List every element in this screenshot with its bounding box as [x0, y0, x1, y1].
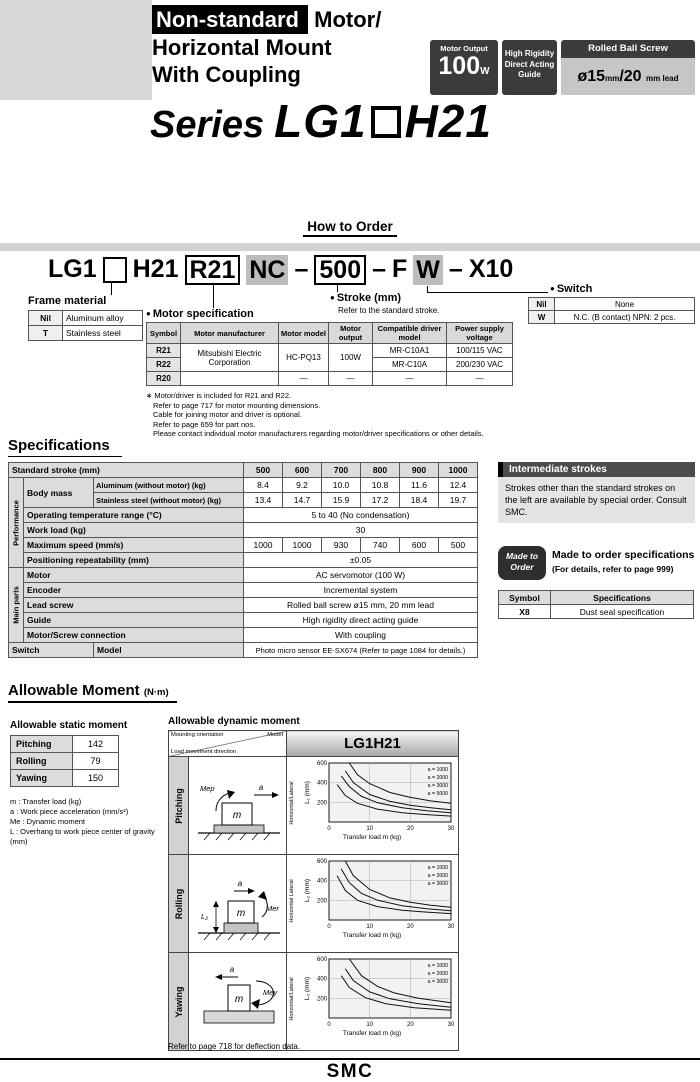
main-parts-group-cell [9, 568, 24, 643]
svg-text:200: 200 [316, 898, 327, 905]
motor-spec-notes [146, 391, 576, 439]
screw-separator: / [619, 68, 624, 85]
col-header: Symbol [147, 323, 181, 344]
switch-desc: None [555, 298, 695, 311]
table-row [9, 598, 478, 613]
temp-label: Operating temperature range (°C) [24, 508, 244, 523]
svg-text:10: 10 [366, 924, 374, 930]
guide-badge-line1: High Rigidity [504, 49, 555, 58]
table-row [499, 605, 694, 619]
motor-output-unit: W [480, 66, 490, 77]
svg-text:a = 1000: a = 1000 [427, 963, 448, 969]
svg-text:L₂ (mm): L₂ (mm) [304, 878, 311, 903]
dynamic-row-yawing [169, 953, 459, 1051]
svg-text:0: 0 [327, 826, 331, 832]
pitching-chart [299, 759, 457, 833]
connector-switch-h [427, 292, 548, 293]
table-row [9, 628, 478, 643]
mto-symbol: X8 [499, 605, 551, 619]
svg-text:20: 20 [406, 826, 414, 832]
code-dash2: – [372, 255, 387, 283]
guide-label: Guide [24, 613, 244, 628]
yawing-chart [299, 955, 457, 1029]
made-to-order-subtitle: (For details, refer to page 999) [552, 564, 674, 574]
made-to-order-title: Made to order specifications [552, 549, 695, 561]
motor-model: HC-PQ13 [279, 344, 329, 372]
motor-spec-table [146, 322, 513, 386]
col-header: Motor model [279, 323, 329, 344]
diagram-load-label: m [236, 908, 245, 919]
guide-badge [502, 40, 557, 95]
workload-value: 30 [244, 523, 478, 538]
table-row [9, 553, 478, 568]
dynamic-row-pitching [169, 757, 459, 855]
svg-text:400: 400 [316, 780, 327, 787]
stroke-value: 900 [400, 463, 439, 478]
note-line: Please contact individual motor manufacturers regarding motor/driver specifications or other details. [153, 429, 484, 438]
screw-lead-unit: mm lead [646, 74, 679, 83]
table-row [9, 568, 478, 583]
speed-value: 600 [400, 538, 439, 553]
mass-value: 8.4 [244, 478, 283, 493]
title-after: Motor/ [308, 7, 382, 32]
made-to-order-table [498, 590, 694, 619]
static-moment-label: Yawing [11, 770, 73, 787]
footer-divider [0, 1058, 700, 1060]
svg-text:a = 1000: a = 1000 [427, 767, 448, 773]
supply-voltage: — [447, 372, 513, 386]
stroke-value: 600 [283, 463, 322, 478]
diagram-moment-label: Mer [265, 904, 279, 913]
workload-label: Work load (kg) [24, 523, 244, 538]
switch-model-value: Photo micro sensor EE-SX674 (Refer to page 1084 for details.) [244, 643, 478, 658]
specifications-heading: Specifications [8, 437, 122, 457]
frame-material-symbol: T [29, 326, 63, 341]
motor-row-value: AC servomotor (100 W) [244, 568, 478, 583]
svg-text:30: 30 [447, 1022, 455, 1028]
code-f: F [392, 255, 408, 283]
temp-value: 5 to 40 (No condensation) [244, 508, 478, 523]
motor-manufacturer: Mitsubishi Electric Corporation [181, 344, 279, 372]
motor-spec-title: ● Motor specification [146, 308, 254, 320]
motor-symbol: R21 [147, 344, 181, 358]
note-line: ∗ Motor/driver is included for R21 and R22. [146, 391, 292, 400]
col-header: Motor output [329, 323, 373, 344]
code-switch: W [413, 255, 443, 285]
mass-value: 15.9 [322, 493, 361, 508]
switch-symbol: Nil [529, 298, 555, 311]
switch-desc: N.C. (B contact) NPN: 2 pcs. [555, 311, 695, 324]
mass-value: 11.6 [400, 478, 439, 493]
svg-text:a = 3000: a = 3000 [427, 881, 448, 887]
static-moment-value: 142 [73, 736, 119, 753]
intermediate-strokes-box [498, 462, 695, 523]
static-moment-value: 79 [73, 753, 119, 770]
product-title [152, 5, 381, 88]
table-row [9, 478, 478, 493]
series-code-prefix: LG1 [274, 95, 367, 147]
legend-line: Me : Dynamic moment [10, 817, 86, 826]
col-header: Power supply voltage [447, 323, 513, 344]
code-stroke: 500 [314, 255, 366, 285]
made-to-order-block [498, 546, 695, 640]
table-row [529, 311, 695, 324]
switch-model-label: Model [94, 643, 244, 658]
frame-material-table [28, 310, 143, 341]
leadscrew-label: Lead screw [24, 598, 244, 613]
stroke-title: ● Stroke (mm) [330, 292, 402, 304]
stroke-row-label: Standard stroke (mm) [9, 463, 244, 478]
mass-value: 10.8 [361, 478, 400, 493]
motor-row-label: Motor [24, 568, 244, 583]
table-header-row [499, 591, 694, 605]
guide-badge-line3: Guide [518, 70, 541, 79]
smc-logo: SMC [326, 1061, 374, 1082]
table-row [9, 463, 478, 478]
svg-text:L₃ (mm): L₃ (mm) [304, 976, 311, 1001]
diagram-accel-label: a [258, 783, 263, 792]
supply-voltage: 200/230 VAC [447, 358, 513, 372]
mass-value: 19.7 [439, 493, 478, 508]
rolling-chart [299, 857, 457, 931]
series-title [150, 94, 492, 148]
encoder-label: Encoder [24, 583, 244, 598]
motor-output-value: 100W [438, 52, 490, 80]
table-header-row [147, 323, 513, 344]
series-word: Series [150, 104, 265, 146]
orientation-label: Horizontal/Lateral [289, 781, 295, 825]
how-to-order-section [0, 218, 700, 237]
stroke-value: 700 [322, 463, 361, 478]
static-moment-value: 150 [73, 770, 119, 787]
svg-text:30: 30 [447, 826, 455, 832]
row-label-cell [169, 855, 189, 953]
leadscrew-value: Rolled ball screw ø15 mm, 20 mm lead [244, 598, 478, 613]
code-base: LG1 [48, 255, 97, 283]
note-line: Cable for joining motor and driver is optional. [153, 410, 302, 419]
motor-output: — [329, 372, 373, 386]
col-header: Specifications [551, 591, 694, 605]
switch-symbol: W [529, 311, 555, 324]
motor-output-label: Motor Output [440, 44, 488, 53]
intermediate-strokes-body: Strokes other than the standard strokes on the left are available by special order. Consult SMC. [498, 477, 695, 523]
screw-diameter: ø15 [577, 68, 606, 85]
row-label: Pitching [173, 787, 184, 824]
svg-text:a = 2000: a = 2000 [427, 971, 448, 977]
table-row [29, 311, 143, 326]
diagram-accel-label: a [229, 965, 234, 974]
diagram-dim-label: L₂ [200, 912, 208, 921]
motor-output: 100W [329, 344, 373, 372]
table-row [147, 344, 513, 358]
table-row [147, 372, 513, 386]
main-parts-group-label: Main parts [11, 586, 21, 624]
bullet-icon: ● [146, 308, 151, 318]
mass-value: 17.2 [361, 493, 400, 508]
connection-value: With coupling [244, 628, 478, 643]
intermediate-strokes-title: Intermediate strokes [498, 462, 695, 477]
orientation-label: Horizontal Lateral [289, 879, 295, 923]
svg-text:600: 600 [316, 957, 327, 963]
motor-output-badge [430, 40, 498, 95]
stroke-value: 1000 [439, 463, 478, 478]
yawing-diagram-cell [189, 953, 287, 1051]
svg-text:0: 0 [327, 924, 331, 930]
code-dash3: – [448, 255, 463, 283]
svg-text:200: 200 [316, 800, 327, 807]
mass-value: 12.4 [439, 478, 478, 493]
connector-stroke [337, 284, 338, 292]
dynamic-table-corner [169, 731, 287, 757]
dynamic-moment-table [168, 730, 459, 1051]
col-header: Compatible driver model [373, 323, 447, 344]
diagram-moment-label: Mep [199, 784, 215, 793]
mto-spec: Dust seal specification [551, 605, 694, 619]
guide-badge-line2: Direct Acting [504, 59, 555, 69]
diagram-moment-label: Mey [262, 988, 277, 997]
speed-value: 1000 [283, 538, 322, 553]
note-line: Refer to page 659 for part nos. [153, 419, 256, 429]
series-placeholder-box-icon [371, 106, 401, 138]
dynamic-moment-title: Allowable dynamic moment [168, 716, 300, 727]
table-row [529, 298, 695, 311]
table-header-row [169, 731, 459, 757]
title-line2: Horizontal Mount [152, 35, 332, 60]
static-moment-label: Rolling [11, 753, 73, 770]
mass-value: 10.0 [322, 478, 361, 493]
title-line1 [152, 5, 381, 34]
chart-x-label: Transfer load m (kg) [342, 932, 402, 939]
table-row [11, 770, 119, 787]
connector-motor-spec [213, 284, 214, 308]
svg-text:400: 400 [316, 878, 327, 885]
pitching-diagram-cell [189, 757, 287, 855]
row-label-cell [169, 757, 189, 855]
repeatability-label: Positioning repeatability (mm) [24, 553, 244, 568]
svg-text:a = 3000: a = 3000 [427, 783, 448, 789]
svg-text:a = 2000: a = 2000 [427, 873, 448, 879]
body-mass-label: Body mass [24, 478, 94, 508]
diagram-accel-label: a [237, 879, 242, 888]
motor-model: — [279, 372, 329, 386]
mass-value: 14.7 [283, 493, 322, 508]
title-highlight: Non-standard [152, 5, 308, 34]
diagram-load-label: m [234, 994, 243, 1005]
svg-text:10: 10 [366, 826, 374, 832]
stroke-value: 800 [361, 463, 400, 478]
connection-label: Motor/Screw connection [24, 628, 244, 643]
stroke-note: Refer to the standard stroke. [338, 306, 440, 315]
code-x10: X10 [468, 255, 514, 283]
frame-material-title: Frame material [28, 295, 107, 307]
connector-frame-material [111, 282, 112, 295]
legend-line: m : Transfer load (kg) [10, 797, 82, 806]
code-nc: NC [246, 255, 288, 285]
mass-aluminum-label: Aluminum (without motor) (kg) [94, 478, 244, 493]
driver-model: MR-C10A1 [373, 344, 447, 358]
dynamic-model-header: LG1H21 [287, 731, 459, 757]
rolling-diagram-cell [189, 855, 287, 953]
svg-text:L₁ (mm): L₁ (mm) [304, 781, 311, 804]
supply-voltage: 100/115 VAC [447, 344, 513, 358]
svg-text:10: 10 [366, 1022, 374, 1028]
yawing-diagram [190, 953, 286, 1045]
mounting-orientation-label: Mounting orientation [171, 732, 224, 738]
svg-text:200: 200 [316, 996, 327, 1003]
bullet-icon: ● [550, 283, 555, 293]
performance-group-cell [9, 478, 24, 568]
mass-value: 13.4 [244, 493, 283, 508]
row-label: Rolling [173, 888, 184, 919]
motor-symbol: R20 [147, 372, 181, 386]
screw-diameter-unit: mm [605, 74, 620, 83]
order-code [48, 254, 513, 285]
svg-text:20: 20 [406, 924, 414, 930]
svg-text:400: 400 [316, 976, 327, 983]
static-moment-title: Allowable static moment [10, 720, 128, 731]
note-line: Refer to page 717 for motor mounting dimensions. [153, 400, 321, 410]
svg-text:20: 20 [406, 1022, 414, 1028]
performance-group-label: Performance [11, 499, 21, 546]
corner-decoration [0, 0, 152, 100]
switch-row-label: Switch [9, 643, 94, 658]
static-moment-label: Pitching [11, 736, 73, 753]
svg-text:a = 1000: a = 1000 [427, 865, 448, 871]
chart-x-label: Transfer load m (kg) [342, 1030, 402, 1037]
legend-line: a : Work piece acceleration (mm/s²) [10, 807, 129, 816]
ball-screw-badge [561, 40, 695, 95]
pitching-graph-cell [287, 757, 459, 855]
table-row [9, 583, 478, 598]
repeatability-value: ±0.05 [244, 553, 478, 568]
specifications-table [8, 462, 478, 658]
svg-text:600: 600 [316, 761, 327, 767]
stroke-value: 500 [244, 463, 283, 478]
corner-line1 [169, 731, 286, 738]
frame-material-desc: Stainless steel [63, 326, 143, 341]
dynamic-row-rolling [169, 855, 459, 953]
how-to-order-title: How to Order [303, 219, 397, 237]
deflection-note: Refer to page 718 for deflection data. [168, 1042, 301, 1051]
frame-material-symbol: Nil [29, 311, 63, 326]
static-moment-table [10, 735, 119, 787]
table-row [29, 326, 143, 341]
svg-text:30: 30 [447, 924, 455, 930]
code-mount: H21 [132, 255, 179, 283]
speed-value: 930 [322, 538, 361, 553]
motor-manufacturer-empty [181, 372, 279, 386]
model-label: Model [267, 732, 283, 738]
mass-value: 18.4 [400, 493, 439, 508]
speed-value: 740 [361, 538, 400, 553]
speed-value: 1000 [244, 538, 283, 553]
load-movement-label: Load movement direction [171, 749, 237, 755]
mass-stainless-label: Stainless steel (without motor) (kg) [94, 493, 244, 508]
col-header: Motor manufacturer [181, 323, 279, 344]
diagram-load-label: m [232, 810, 241, 821]
allowable-moment-heading: Allowable Moment (N·m) [8, 682, 177, 703]
bullet-icon: ● [330, 292, 335, 302]
made-to-order-icon: Made to Order [498, 546, 546, 580]
switch-title: ● Switch [550, 283, 593, 295]
title-line3: With Coupling [152, 62, 301, 87]
table-row [11, 736, 119, 753]
frame-material-box [103, 257, 127, 283]
driver-model: MR-C10A [373, 358, 447, 372]
series-code-suffix: H21 [404, 95, 492, 147]
legend-line: L : Overhang to work piece center of gravity (mm) [10, 827, 155, 846]
motor-symbol: R22 [147, 358, 181, 372]
table-row [9, 523, 478, 538]
guide-value: High rigidity direct acting guide [244, 613, 478, 628]
divider-band [0, 243, 700, 251]
speed-value: 500 [439, 538, 478, 553]
ball-screw-badge-title: Rolled Ball Screw [561, 40, 695, 58]
driver-model: — [373, 372, 447, 386]
code-dash1: – [294, 255, 309, 283]
table-row [9, 613, 478, 628]
pitching-diagram [190, 757, 286, 849]
code-motor-spec: R21 [185, 255, 241, 285]
mass-value: 9.2 [283, 478, 322, 493]
moment-legend [10, 797, 162, 847]
frame-material-desc: Aluminum alloy [63, 311, 143, 326]
table-row [11, 753, 119, 770]
table-row [9, 538, 478, 553]
table-row [9, 643, 478, 658]
allowable-moment-unit: (N·m) [143, 687, 169, 698]
svg-text:a = 5000: a = 5000 [427, 791, 448, 797]
rolling-graph-cell [287, 855, 459, 953]
svg-text:a = 2000: a = 2000 [427, 775, 448, 781]
col-header: Symbol [499, 591, 551, 605]
svg-text:600: 600 [316, 859, 327, 865]
ball-screw-badge-value [561, 58, 695, 95]
orientation-label: Horizontal/Lateral [289, 977, 295, 1021]
chart-x-label: Transfer load m (kg) [342, 834, 402, 841]
table-row [9, 508, 478, 523]
yawing-graph-cell [287, 953, 459, 1051]
speed-label: Maximum speed (mm/s) [24, 538, 244, 553]
row-label-cell [169, 953, 189, 1051]
svg-text:0: 0 [327, 1022, 331, 1028]
encoder-value: Incremental system [244, 583, 478, 598]
row-label: Yawing [173, 985, 184, 1018]
screw-lead: 20 [623, 68, 642, 85]
rolling-diagram [190, 855, 286, 947]
switch-table [528, 297, 695, 324]
svg-text:a = 3000: a = 3000 [427, 979, 448, 985]
